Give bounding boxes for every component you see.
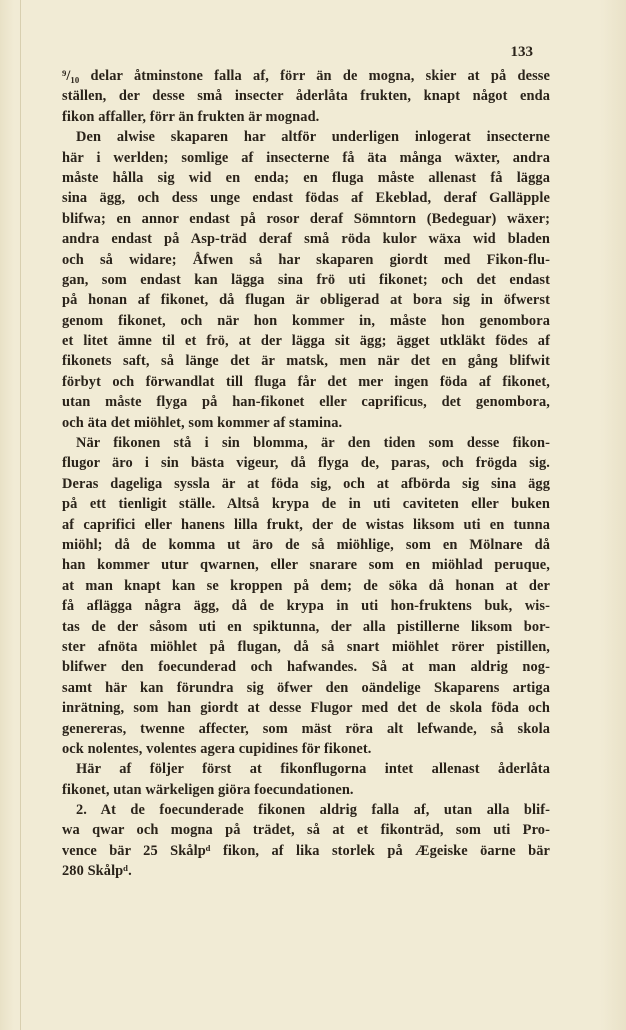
paragraph-3: [62, 433, 550, 759]
text-line: Deras dageliga syssla är at föda sig, och at afbörda sig sina ägg: [62, 475, 550, 492]
text-line: Den alwise skaparen har altför underligen inlogerat insecterne: [76, 129, 550, 146]
text-line: förbyt och förwandlat till fluga får det mer ingen föda af fikonet,: [62, 373, 550, 390]
text-line: et litet ämne til et frö, at der lägga sit ägg; ägget utkläkt födes af: [62, 333, 550, 350]
text-line: och äta det miöhlet, som kommer af stamina.: [62, 414, 343, 431]
paragraph-1: [62, 66, 550, 127]
paragraph-2: [62, 127, 550, 433]
text-line: han kommer utur qwarnen, eller snarare som en miöhlad peruque,: [62, 557, 550, 574]
text-line: och så widare; Åfwen så har skaparen giordt med Fikon-flu-: [62, 251, 550, 268]
text-line: få aflägga några ägg, då de krypa in uti hon-fruktens buk, wis-: [62, 598, 550, 615]
text-line: på ett tienligit ställe. Altså krypa de in uti caviteten eller buken: [62, 496, 550, 513]
text-line: 280 Skålpᵈ.: [62, 863, 132, 880]
text-line: genereras, twenne affecter, som mäst röra alt lefwande, så skola: [62, 720, 550, 737]
text-line: måste hålla sig wid en enda; en fluga måste allenast få lägga: [62, 169, 550, 186]
text-line: vence bär 25 Skålpᵈ fikon, af lika storlek på Ægeiske öarne bär: [62, 842, 550, 859]
text-line: 2. At de foecunderade fikonen aldrig falla af, utan alla blif-: [76, 802, 550, 819]
text-line: här i werlden; somlige af insecterne få äta många wäxter, andra: [62, 149, 550, 166]
text-line: af caprifici eller hanens lilla frukt, der de wistas liksom uti en tunna: [62, 516, 550, 533]
page-number: 133: [510, 44, 533, 60]
text-line: ster afnöta miöhlet på flugan, då så snart miöhlet rörer pistillen,: [62, 638, 550, 655]
text-line: andra endast på Asp-träd deraf små röda kulor wäxa wid bladen: [62, 231, 550, 248]
text-line: wa qwar och mogna på trädet, så at et fikonträd, som uti Pro-: [62, 822, 550, 839]
text-line: genom fikonet, och när hon kommer in, måste hon genombora: [62, 312, 550, 329]
page-gutter: [20, 0, 21, 1030]
text-line: utan måste flyga på han-fikonet eller caprificus, det genombora,: [62, 394, 550, 411]
text-line: flugor äro i sin bästa vigeur, då flyga de, paras, och frögda sig.: [62, 455, 550, 472]
text-line: fikonet, utan wärkeligen giöra foecundationen.: [62, 781, 354, 798]
text-line: gan, som endast kan lägga sina frö uti fikonet; och det endast: [62, 271, 550, 288]
text-line: ställen, der desse små insecter åderlåta frukten, knapt något enda: [62, 88, 550, 105]
text-line: ⁹/₁₀ delar åtminstone falla af, förr än de mogna, skier at på desse: [62, 68, 550, 84]
text-line: Här af följer först at fikonflugorna intet allenast åderlåta: [76, 761, 550, 778]
text-line: tas de der såsom uti en spiktunna, der alla pistillerne liksom bor-: [62, 618, 550, 635]
paragraph-5: [62, 800, 550, 882]
text-line: at man knapt kan se kroppen på dem; de söka då honan at der: [62, 577, 550, 594]
text-line: fikonets saft, så länge det är matsk, men när det en gång blifwit: [62, 353, 550, 370]
text-line: samt här kan förundra sig öfwer den oändelige Skaparens artiga: [62, 679, 550, 696]
text-line: fikon affaller, förr än frukten är mognad.: [62, 108, 320, 125]
paragraph-4: [62, 759, 550, 800]
text-line: När fikonen stå i sin blomma, är den tiden som desse fikon-: [76, 435, 550, 452]
body-text: [62, 66, 550, 882]
text-line: på honan af fikonet, då flugan är obligerad at bora sig in öfwerst: [62, 292, 550, 309]
text-line: inrätning, som han giordt at desse Flugor med det de skola föda och: [62, 700, 550, 717]
text-line: blifwer den foecunderad och hafwandes. Så at man aldrig nog-: [62, 659, 550, 676]
text-line: blifwa; en annor endast på rosor deraf Sömntorn (Bedeguar) wäxer;: [62, 210, 550, 227]
text-line: ock nolentes, volentes agera cupidines för fikonet.: [62, 740, 372, 757]
text-line: miöhl; då de komma ut äro de så miöhlige, som en Mölnare då: [62, 536, 550, 553]
text-line: sina ägg, och dess unge endast födas af Ekeblad, deraf Galläpple: [62, 190, 550, 207]
